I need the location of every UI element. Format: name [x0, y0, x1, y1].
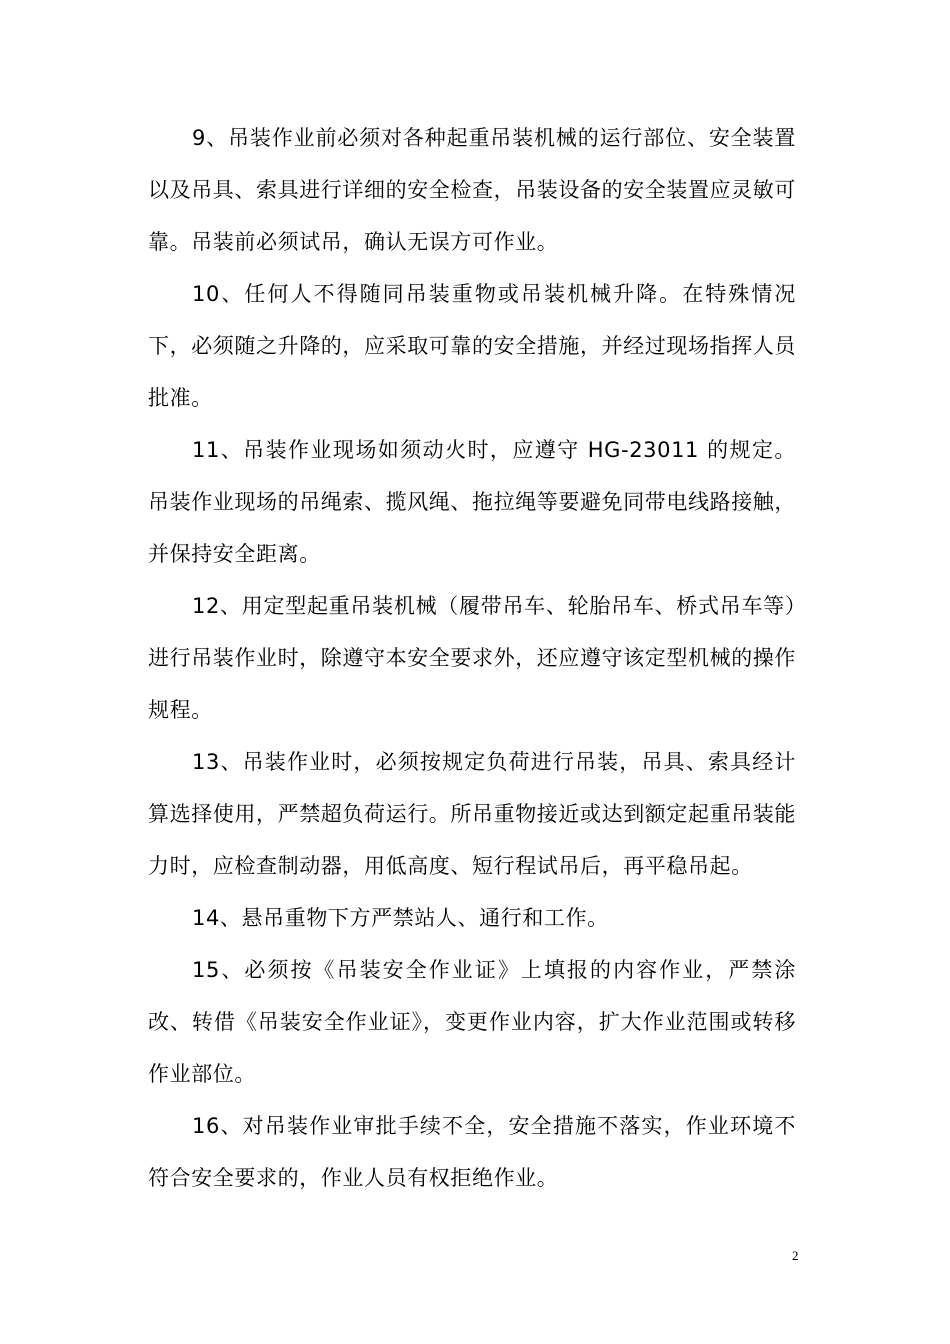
document-body [148, 112, 796, 1204]
paragraph-item-12: 12、用定型起重吊装机械（履带吊车、轮胎吊车、桥式吊车等）进行吊装作业时，除遵守本安全要求外，还应遵守该定型机械的操作规程。 [148, 594, 796, 722]
paragraph-item-13: 13、吊装作业时，必须按规定负荷进行吊装，吊具、索具经计算选择使用，严禁超负荷运行。所吊重物接近或达到额定起重吊装能力时，应检查制动器，用低高度、短行程试吊后，再平稳吊起。 [148, 750, 796, 878]
paragraph-item-16: 16、对吊装作业审批手续不全，安全措施不落实，作业环境不符合安全要求的，作业人员有权拒绝作业。 [148, 1114, 796, 1190]
paragraph-item-14: 14、悬吊重物下方严禁站人、通行和工作。 [192, 906, 609, 930]
paragraph-item-15: 15、必须按《吊装安全作业证》上填报的内容作业，严禁涂改、转借《吊装安全作业证》，变更作业内容，扩大作业范围或转移作业部位。 [148, 958, 796, 1086]
page-number: 2 [792, 1248, 799, 1263]
paragraph-item-11: 11、吊装作业现场如须动火时，应遵守 HG-23011 的规定。吊装作业现场的吊绳索、揽风绳、拖拉绳等要避免同带电线路接触，并保持安全距离。 [148, 438, 796, 566]
paragraph-item-10: 10、任何人不得随同吊装重物或吊装机械升降。在特殊情况下，必须随之升降的，应采取可靠的安全措施，并经过现场指挥人员批准。 [148, 282, 796, 410]
paragraph-item-9: 9、吊装作业前必须对各种起重吊装机械的运行部位、安全装置以及吊具、索具进行详细的安全检查，吊装设备的安全装置应灵敏可靠。吊装前必须试吊，确认无误方可作业。 [148, 126, 796, 254]
